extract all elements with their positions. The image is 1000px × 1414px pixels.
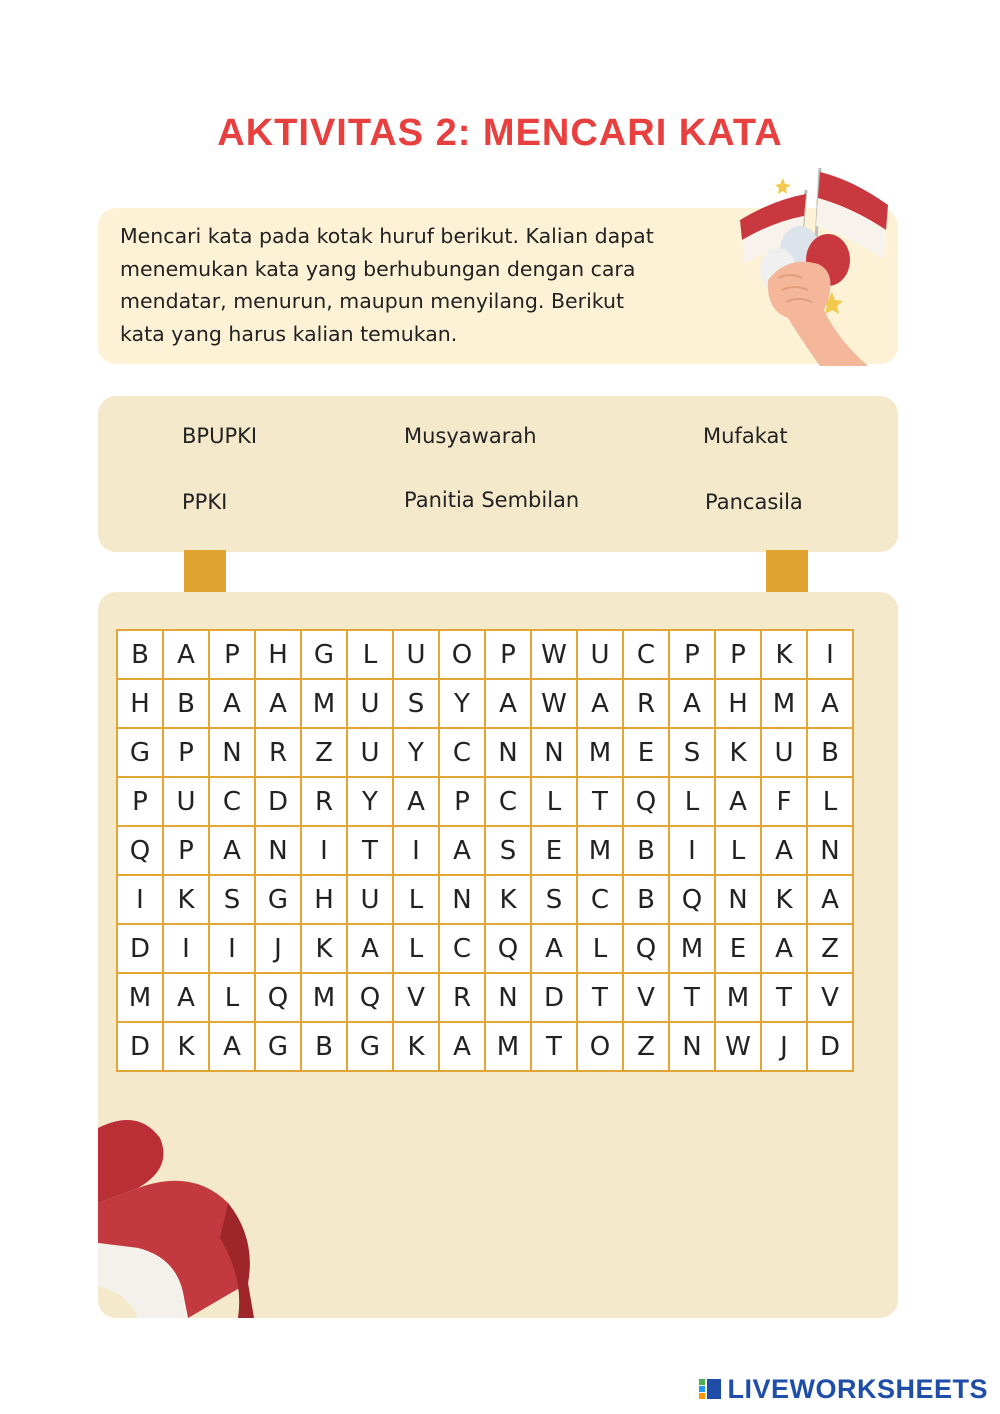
grid-cell[interactable]: C xyxy=(439,728,485,777)
grid-cell[interactable]: U xyxy=(761,728,807,777)
brand-name: LIVEWORKSHEETS xyxy=(727,1373,988,1404)
grid-cell[interactable]: B xyxy=(117,630,163,679)
grid-cell[interactable]: A xyxy=(807,875,853,924)
grid-cell[interactable]: B xyxy=(807,728,853,777)
liveworksheets-logo xyxy=(699,1372,988,1406)
grid-cell[interactable]: I xyxy=(301,826,347,875)
grid-cell[interactable]: P xyxy=(669,630,715,679)
grid-cell[interactable]: L xyxy=(209,973,255,1022)
grid-cell[interactable]: C xyxy=(485,777,531,826)
word-item: Panitia Sembilan xyxy=(404,488,580,512)
grid-cell[interactable]: K xyxy=(163,875,209,924)
grid-cell[interactable]: N xyxy=(669,1022,715,1071)
grid-cell[interactable]: N xyxy=(485,728,531,777)
grid-cell[interactable]: T xyxy=(669,973,715,1022)
grid-cell[interactable]: Y xyxy=(393,728,439,777)
grid-row xyxy=(117,679,853,728)
grid-cell[interactable]: A xyxy=(209,1022,255,1071)
grid-cell[interactable]: E xyxy=(531,826,577,875)
grid-cell[interactable]: R xyxy=(301,777,347,826)
grid-cell[interactable]: G xyxy=(301,630,347,679)
grid-cell[interactable]: V xyxy=(393,973,439,1022)
grid-cell[interactable]: C xyxy=(439,924,485,973)
instructions-text xyxy=(120,220,700,350)
grid-cell[interactable]: A xyxy=(439,826,485,875)
grid-cell[interactable]: J xyxy=(761,1022,807,1071)
grid-cell[interactable]: K xyxy=(393,1022,439,1071)
grid-cell[interactable]: B xyxy=(163,679,209,728)
grid-cell[interactable]: M xyxy=(577,826,623,875)
grid-cell[interactable]: Q xyxy=(117,826,163,875)
grid-row xyxy=(117,924,853,973)
grid-cell[interactable]: S xyxy=(485,826,531,875)
grid-cell[interactable]: G xyxy=(255,875,301,924)
grid-cell[interactable]: Y xyxy=(439,679,485,728)
grid-cell[interactable]: Q xyxy=(623,777,669,826)
grid-row xyxy=(117,875,853,924)
grid-cell[interactable]: U xyxy=(347,679,393,728)
grid-cell[interactable]: G xyxy=(255,1022,301,1071)
grid-cell[interactable]: I xyxy=(209,924,255,973)
grid-cell[interactable]: W xyxy=(531,630,577,679)
grid-cell[interactable]: E xyxy=(715,924,761,973)
grid-cell[interactable]: D xyxy=(117,924,163,973)
word-item: Musyawarah xyxy=(404,424,537,448)
grid-row xyxy=(117,973,853,1022)
grid-cell[interactable]: N xyxy=(807,826,853,875)
grid-cell[interactable]: R xyxy=(439,973,485,1022)
grid-cell[interactable]: I xyxy=(393,826,439,875)
grid-cell[interactable]: C xyxy=(577,875,623,924)
grid-cell[interactable]: A xyxy=(669,679,715,728)
grid-cell[interactable]: A xyxy=(255,679,301,728)
grid-cell[interactable]: U xyxy=(577,630,623,679)
grid-cell[interactable]: B xyxy=(623,875,669,924)
grid-cell[interactable]: T xyxy=(347,826,393,875)
grid-cell[interactable]: C xyxy=(209,777,255,826)
grid-cell[interactable]: M xyxy=(669,924,715,973)
grid-cell[interactable]: K xyxy=(761,875,807,924)
grid-cell[interactable]: Q xyxy=(669,875,715,924)
grid-cell[interactable]: B xyxy=(623,826,669,875)
grid-cell[interactable]: P xyxy=(485,630,531,679)
grid-cell[interactable]: Z xyxy=(301,728,347,777)
grid-cell[interactable]: P xyxy=(163,826,209,875)
grid-row xyxy=(117,728,853,777)
grid-cell[interactable]: W xyxy=(531,679,577,728)
grid-cell[interactable]: L xyxy=(807,777,853,826)
grid-cell[interactable]: S xyxy=(393,679,439,728)
grid-cell[interactable]: I xyxy=(163,924,209,973)
grid-cell[interactable]: L xyxy=(347,630,393,679)
grid-cell[interactable]: Q xyxy=(623,924,669,973)
grid-cell[interactable]: T xyxy=(761,973,807,1022)
instructions-line: menemukan kata yang berhubungan dengan cara xyxy=(120,256,636,281)
grid-cell[interactable]: K xyxy=(761,630,807,679)
grid-cell[interactable]: H xyxy=(301,875,347,924)
grid-cell[interactable]: L xyxy=(393,924,439,973)
grid-cell[interactable]: V xyxy=(623,973,669,1022)
grid-cell[interactable]: N xyxy=(531,728,577,777)
grid-cell[interactable]: W xyxy=(715,1022,761,1071)
grid-cell[interactable]: A xyxy=(485,679,531,728)
word-item: BPUPKI xyxy=(182,424,258,448)
word-item: Mufakat xyxy=(703,424,788,448)
letter-grid xyxy=(116,629,854,1072)
grid-cell[interactable]: L xyxy=(669,777,715,826)
grid-cell[interactable]: H xyxy=(715,679,761,728)
grid-cell[interactable]: A xyxy=(531,924,577,973)
grid-cell[interactable]: L xyxy=(393,875,439,924)
instructions-line: kata yang harus kalian temukan. xyxy=(120,321,458,346)
grid-cell[interactable]: A xyxy=(347,924,393,973)
grid-cell[interactable]: A xyxy=(209,826,255,875)
grid-cell[interactable]: D xyxy=(807,1022,853,1071)
grid-cell[interactable]: M xyxy=(485,1022,531,1071)
grid-cell[interactable]: O xyxy=(439,630,485,679)
grid-cell[interactable]: H xyxy=(117,679,163,728)
word-list-panel xyxy=(98,396,898,552)
grid-row xyxy=(117,1022,853,1071)
grid-cell[interactable]: K xyxy=(163,1022,209,1071)
grid-cell[interactable]: N xyxy=(439,875,485,924)
grid-cell[interactable]: P xyxy=(163,728,209,777)
grid-cell[interactable]: H xyxy=(255,630,301,679)
grid-row xyxy=(117,777,853,826)
grid-cell[interactable]: S xyxy=(531,875,577,924)
grid-cell[interactable]: A xyxy=(393,777,439,826)
grid-cell[interactable]: V xyxy=(807,973,853,1022)
grid-cell[interactable]: L xyxy=(577,924,623,973)
grid-cell[interactable]: Y xyxy=(347,777,393,826)
grid-cell[interactable]: E xyxy=(623,728,669,777)
grid-cell[interactable]: I xyxy=(807,630,853,679)
grid-cell[interactable]: A xyxy=(163,973,209,1022)
grid-cell[interactable]: M xyxy=(715,973,761,1022)
grid-cell[interactable]: T xyxy=(531,1022,577,1071)
grid-cell[interactable]: C xyxy=(623,630,669,679)
grid-cell[interactable]: A xyxy=(163,630,209,679)
grid-cell[interactable]: A xyxy=(209,679,255,728)
grid-cell[interactable]: D xyxy=(117,1022,163,1071)
red-white-ribbon-icon xyxy=(98,1108,268,1318)
grid-cell[interactable]: G xyxy=(347,1022,393,1071)
grid-row xyxy=(117,826,853,875)
grid-cell[interactable]: A xyxy=(761,924,807,973)
grid-cell[interactable]: A xyxy=(577,679,623,728)
instructions-line: Mencari kata pada kotak huruf berikut. Kalian dapat xyxy=(120,224,654,248)
grid-cell[interactable]: A xyxy=(439,1022,485,1071)
grid-cell[interactable]: M xyxy=(117,973,163,1022)
grid-cell[interactable]: A xyxy=(715,777,761,826)
grid-cell[interactable]: D xyxy=(255,777,301,826)
grid-cell[interactable]: K xyxy=(485,875,531,924)
grid-cell[interactable]: O xyxy=(577,1022,623,1071)
grid-cell[interactable]: L xyxy=(715,826,761,875)
grid-cell[interactable]: U xyxy=(347,875,393,924)
grid-cell[interactable]: Z xyxy=(623,1022,669,1071)
grid-cell[interactable]: N xyxy=(485,973,531,1022)
grid-cell[interactable]: I xyxy=(117,875,163,924)
grid-cell[interactable]: S xyxy=(669,728,715,777)
word-item: Pancasila xyxy=(705,490,803,514)
grid-cell[interactable]: I xyxy=(669,826,715,875)
grid-cell[interactable]: T xyxy=(577,973,623,1022)
grid-cell[interactable]: P xyxy=(209,630,255,679)
grid-cell[interactable]: T xyxy=(577,777,623,826)
grid-cell[interactable]: R xyxy=(255,728,301,777)
grid-cell[interactable]: M xyxy=(577,728,623,777)
grid-cell[interactable]: B xyxy=(301,1022,347,1071)
grid-cell[interactable]: U xyxy=(393,630,439,679)
grid-cell[interactable]: P xyxy=(117,777,163,826)
grid-cell[interactable]: A xyxy=(807,679,853,728)
grid-cell[interactable]: D xyxy=(531,973,577,1022)
grid-cell[interactable]: P xyxy=(715,630,761,679)
instructions-line: mendatar, menurun, maupun menyilang. Berikut xyxy=(120,289,625,313)
grid-cell[interactable]: U xyxy=(347,728,393,777)
grid-cell[interactable]: N xyxy=(209,728,255,777)
grid-cell[interactable]: K xyxy=(715,728,761,777)
grid-cell[interactable]: A xyxy=(761,826,807,875)
word-item: PPKI xyxy=(182,490,228,514)
grid-row xyxy=(117,630,853,679)
fist-with-flags-and-balloons-icon xyxy=(728,160,898,366)
grid-cell[interactable]: J xyxy=(255,924,301,973)
grid-cell[interactable]: Q xyxy=(255,973,301,1022)
grid-cell[interactable]: M xyxy=(301,679,347,728)
grid-cell[interactable]: N xyxy=(255,826,301,875)
grid-cell[interactable]: L xyxy=(531,777,577,826)
grid-cell[interactable]: G xyxy=(117,728,163,777)
grid-cell[interactable]: U xyxy=(163,777,209,826)
grid-cell[interactable]: N xyxy=(715,875,761,924)
grid-cell[interactable]: S xyxy=(209,875,255,924)
grid-cell[interactable]: Q xyxy=(485,924,531,973)
sign-post-right xyxy=(766,550,808,592)
grid-cell[interactable]: P xyxy=(439,777,485,826)
sign-post-left xyxy=(184,550,226,592)
grid-cell[interactable]: F xyxy=(761,777,807,826)
grid-cell[interactable]: M xyxy=(301,973,347,1022)
grid-cell[interactable]: K xyxy=(301,924,347,973)
page-title: AKTIVITAS 2: MENCARI KATA xyxy=(217,112,783,154)
liveworksheets-logo-icon xyxy=(699,1377,723,1401)
grid-cell[interactable]: Q xyxy=(347,973,393,1022)
grid-cell[interactable]: M xyxy=(761,679,807,728)
grid-cell[interactable]: R xyxy=(623,679,669,728)
grid-cell[interactable]: Z xyxy=(807,924,853,973)
puzzle-panel xyxy=(98,592,898,1318)
